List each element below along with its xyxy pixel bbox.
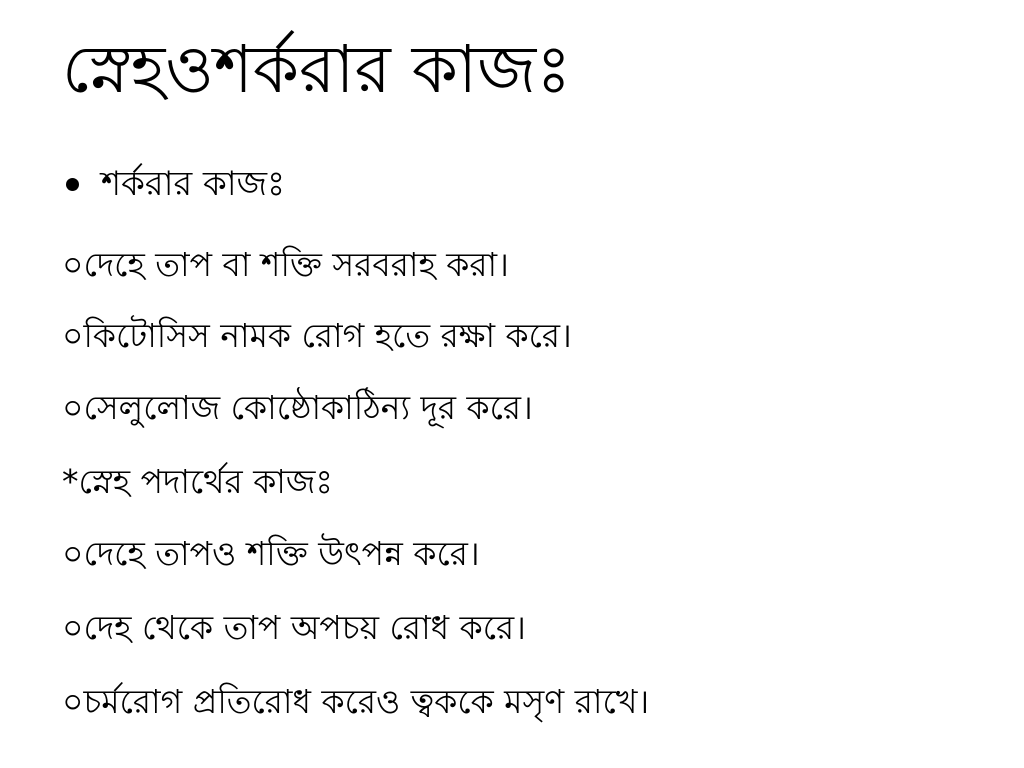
content-line: ০সেলুলোজ কোষ্ঠোকাঠিন্য দূর করে। (62, 388, 533, 427)
bullet-item (62, 160, 285, 208)
slide-title: স্নেহওশর্করার কাজঃ (62, 31, 572, 108)
content-line: ০দেহে তাপও শক্তি উৎপন্ন করে। (62, 534, 480, 573)
section-heading-line: *স্নেহ পদার্থের কাজঃ (62, 462, 333, 501)
bullet-dot-icon (66, 178, 79, 191)
bullet-heading: শর্করার কাজঃ (101, 164, 286, 204)
content-line: ০দেহে তাপ বা শক্তি সরবরাহ করা। (62, 245, 509, 284)
content-line: ০কিটোসিস নামক রোগ হতে রক্ষা করে। (62, 316, 572, 355)
content-line: ০দেহ থেকে তাপ অপচয় রোধ করে। (62, 608, 526, 647)
content-line: ০চর্মরোগ প্রতিরোধ করেও ত্বককে মসৃণ রাখে। (62, 682, 650, 721)
